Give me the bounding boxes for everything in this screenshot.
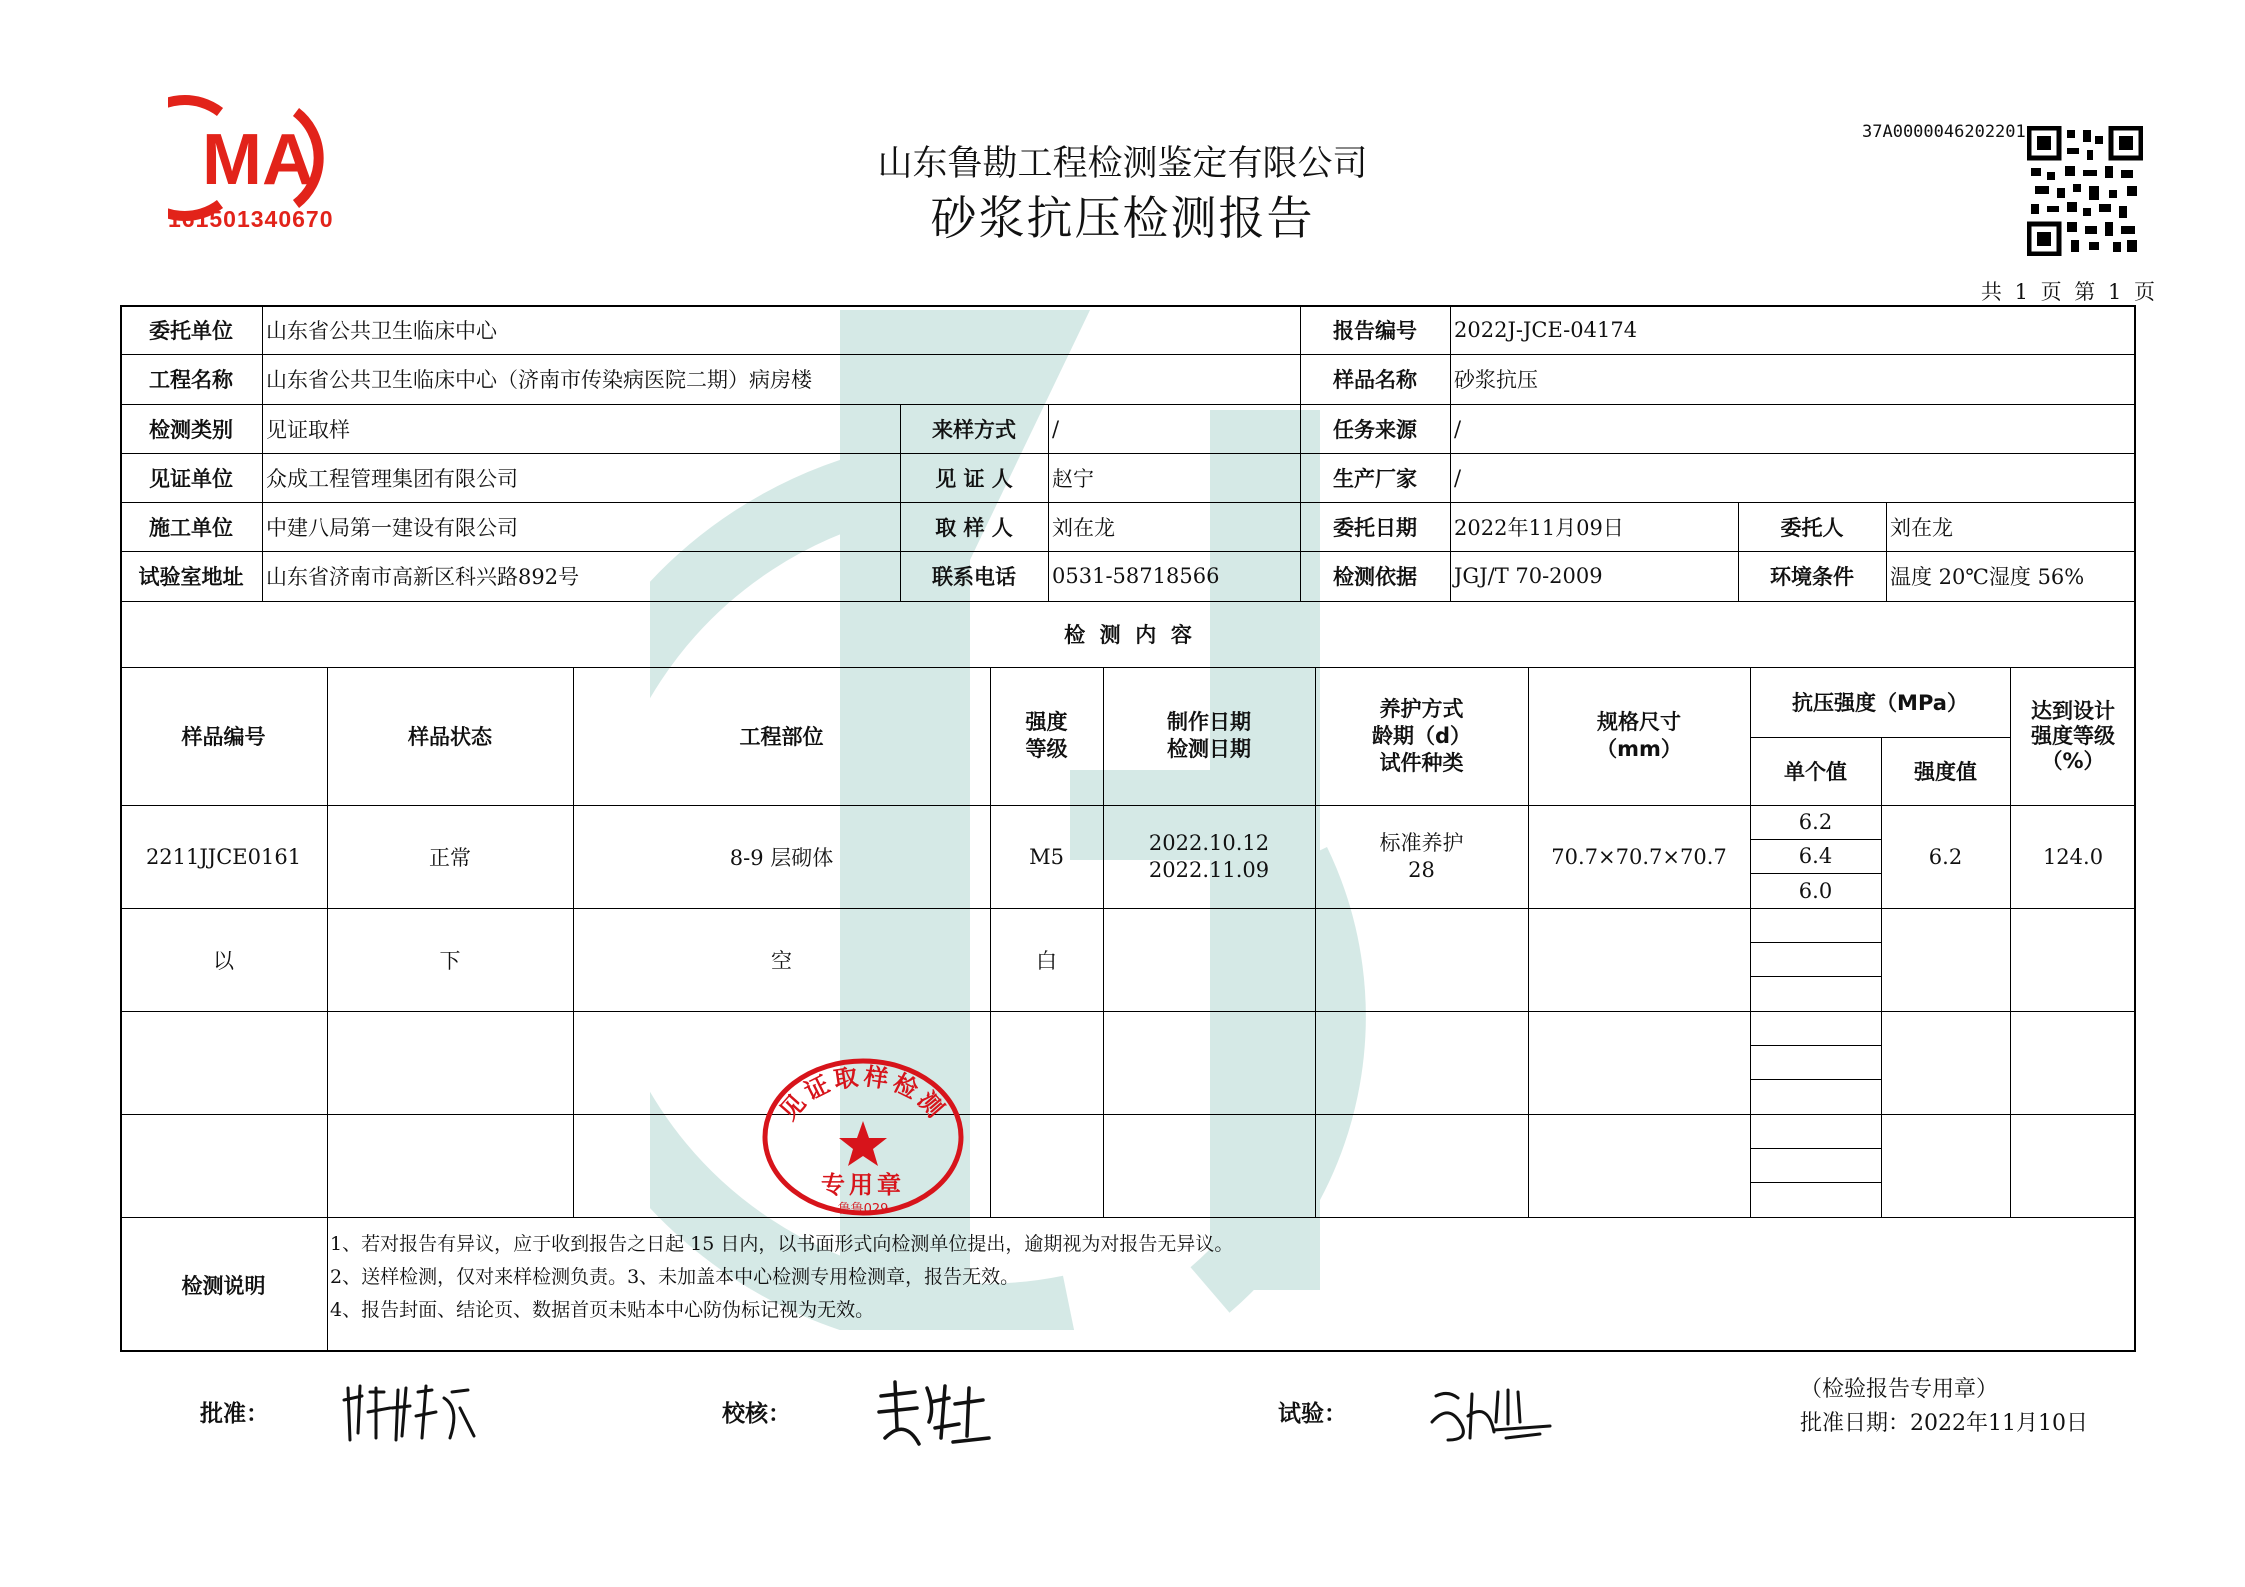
company-name: 山东鲁勘工程检测鉴定有限公司 [877, 144, 1368, 184]
witness-value: 赵宁 [1052, 466, 1094, 491]
sampler-label: 取 样 人 [935, 515, 1013, 540]
col-strength-group: 抗压强度（MPa） [1792, 691, 1968, 715]
witness-unit-label: 见证单位 [149, 466, 233, 491]
row-single-3: 6.0 [1798, 878, 1833, 903]
col-size: 规格尺寸 （mm） [1596, 710, 1682, 761]
phone-label: 联系电话 [932, 565, 1016, 589]
row-sample-no: 2211JJCE0161 [145, 844, 302, 869]
witness-sampling-stamp [758, 1055, 968, 1220]
row-grade: M5 [1029, 844, 1064, 869]
test-type-value: 见证取样 [266, 417, 350, 442]
sample-method-label: 来样方式 [932, 417, 1016, 442]
qr-code-id: 37A0000046202201 [1862, 122, 2026, 142]
witness-unit-value: 众成工程管理集团有限公司 [266, 466, 518, 491]
manufacturer-value: / [1454, 465, 1462, 490]
report-title: 砂浆抗压检测报告 [930, 191, 1315, 245]
col-state: 样品状态 [408, 725, 492, 749]
blank-marker-2: 下 [439, 948, 461, 973]
sampler-value: 刘在龙 [1052, 515, 1115, 540]
report-no-label: 报告编号 [1333, 318, 1417, 343]
client-value: 山东省公共卫生临床中心 [266, 318, 497, 343]
note-line: 2、送样检测，仅对来样检测负责。3、未加盖本中心检测专用检测章，报告无效。 [330, 1266, 1020, 1288]
check-label: 校核： [722, 1401, 791, 1427]
report-no-value: 2022J-JCE-04174 [1454, 317, 1638, 342]
ma-certificate-number: 161501340670 [168, 206, 334, 232]
col-sample-no: 样品编号 [181, 725, 266, 749]
curing-method: 标准养护 [1379, 830, 1464, 855]
sample-name-label: 样品名称 [1333, 368, 1417, 392]
manufacturer-label: 生产厂家 [1333, 466, 1417, 491]
construction-value: 中建八局第一建设有限公司 [266, 515, 518, 540]
col-curing: 养护方式 龄期（d） 试件种类 [1371, 696, 1472, 775]
test-type-label: 检测类别 [149, 417, 233, 442]
col-dates: 制作日期 检测日期 [1167, 710, 1251, 761]
page-info: 共 1 页 第 1 页 [1980, 280, 2155, 304]
project-value: 山东省公共卫生临床中心（济南市传染病医院二期）病房楼 [266, 368, 812, 392]
row-part: 8-9 层砌体 [729, 845, 834, 870]
svg-text:鲁鲁029: 鲁鲁029 [837, 1202, 889, 1217]
row-single-1: 6.2 [1798, 810, 1833, 834]
entrust-date-value: 2022年11月09日 [1454, 515, 1624, 540]
row-dates [1103, 805, 1315, 908]
note-line: 1、若对报告有异议，应于收到报告之日起 15 日内，以书面形式向检测单位提出，逾期视为对报告无异议。 [330, 1233, 1234, 1255]
construction-label: 施工单位 [149, 515, 233, 540]
notes-label: 检测说明 [181, 1273, 266, 1298]
seal-note: （检验报告专用章） [1800, 1377, 1999, 1402]
client-label: 委托单位 [149, 318, 233, 343]
make-date: 2022.10.12 [1148, 830, 1270, 855]
approve-date: 批准日期：2022年11月10日 [1800, 1411, 2088, 1436]
entruster-label: 委托人 [1780, 515, 1844, 540]
sample-name-value: 砂浆抗压 [1454, 368, 1538, 392]
basis-label: 检测依据 [1333, 565, 1417, 589]
task-source-label: 任务来源 [1333, 417, 1417, 442]
tester-signature [1428, 1382, 1558, 1447]
curing-age: 28 [1408, 857, 1435, 882]
row-curing [1315, 805, 1528, 908]
approver-signature [340, 1378, 480, 1448]
basis-value: JGJ/T 70-2009 [1454, 564, 1603, 588]
approve-label: 批准： [200, 1401, 269, 1427]
row-state: 正常 [429, 845, 471, 870]
witness-label: 见 证 人 [935, 466, 1013, 491]
col-ratio: 达到设计 强度等级 （%） [2031, 698, 2115, 773]
row-single-2: 6.4 [1798, 844, 1833, 868]
svg-text:专用章: 专用章 [821, 1171, 905, 1199]
test-label: 试验： [1278, 1401, 1347, 1427]
note-line: 4、报告封面、结论页、数据首页未贴本中心防伪标记视为无效。 [330, 1299, 875, 1321]
row-ratio: 124.0 [2042, 844, 2104, 869]
blank-marker-4: 白 [1036, 948, 1057, 973]
svg-text:MA: MA [202, 120, 314, 200]
task-source-value: / [1454, 416, 1462, 441]
col-part: 工程部位 [739, 725, 824, 749]
entruster-value: 刘在龙 [1890, 515, 1953, 540]
env-value: 温度 20℃湿度 56% [1890, 565, 2085, 589]
entrust-date-label: 委托日期 [1333, 515, 1417, 540]
blank-marker-1: 以 [213, 948, 234, 973]
env-label: 环境条件 [1770, 565, 1854, 589]
col-strength-value: 强度值 [1914, 760, 1977, 784]
svg-text:见证取样检测: 见证取样检测 [774, 1062, 952, 1126]
row-strength: 6.2 [1928, 844, 1963, 869]
col-single-value: 单个值 [1784, 760, 1847, 784]
test-date: 2022.11.09 [1148, 857, 1270, 882]
project-label: 工程名称 [149, 368, 233, 392]
blank-marker-3: 空 [771, 948, 792, 973]
phone-value: 0531-58718566 [1052, 564, 1220, 588]
notes-text [330, 1228, 1233, 1327]
checker-signature [875, 1378, 995, 1453]
sample-method-value: / [1052, 416, 1060, 441]
lab-address-value: 山东省济南市高新区科兴路892号 [266, 565, 580, 589]
content-section-title: 检 测 内 容 [1064, 623, 1192, 647]
qr-code-icon [2027, 126, 2143, 256]
lab-address-label: 试验室地址 [138, 565, 244, 589]
row-size: 70.7×70.7×70.7 [1551, 844, 1727, 869]
col-grade: 强度 等级 [1025, 710, 1068, 761]
